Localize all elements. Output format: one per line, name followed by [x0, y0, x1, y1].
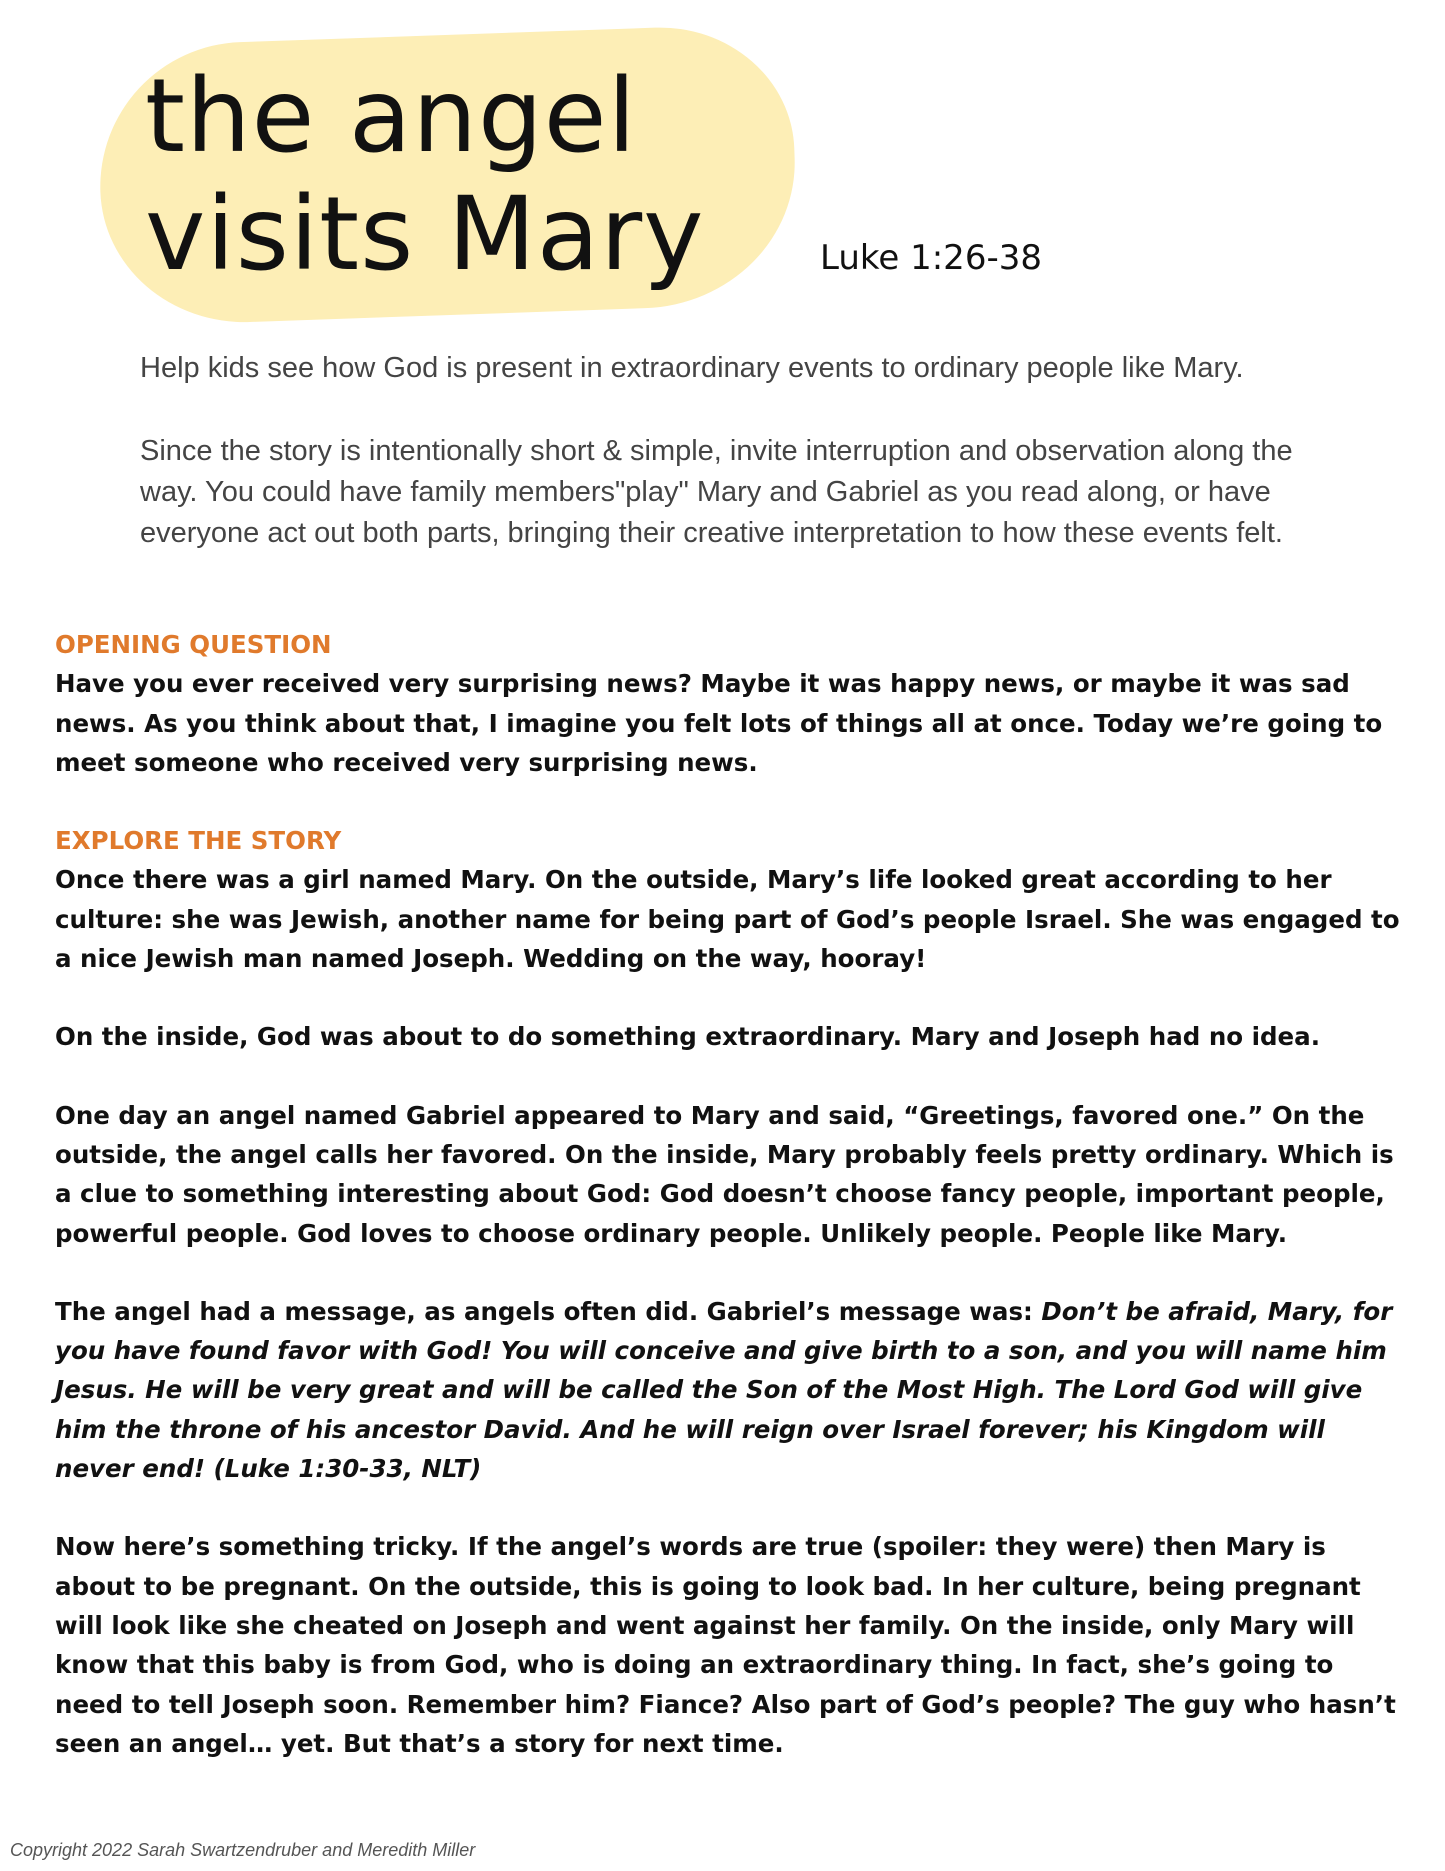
story-paragraph-2: On the inside, God was about to do something extraordinary. Mary and Joseph had no idea. — [55, 1022, 1321, 1052]
story-paragraph-4 — [55, 1292, 1400, 1488]
page-title — [145, 58, 705, 294]
story-paragraph-5: Now here’s something tricky. If the angel’s words are true (spoiler: they were) then Mary is about to be pregnant. On the outside, this is going to look bad. In her culture, being pregnant will look like she cheated on Joseph and went against her family. On the inside, only Mary will know that this baby is from God, who is doing an extraordinary thing. In fact, she’s going to need to tell Joseph soon. Remember him? Fiance? Also part of God’s people? The guy who hasn’t seen an angel… yet. But that’s a story for next time. — [55, 1532, 1396, 1758]
explore-story-heading: EXPLORE THE STORY — [55, 826, 342, 856]
intro-section — [140, 348, 1310, 554]
scripture-reference: Luke 1:26-38 — [820, 238, 1042, 278]
page-title-line-2: visits Mary — [145, 175, 705, 294]
story-paragraph-3: One day an angel named Gabriel appeared to Mary and said, “Greetings, favored one.” On the outside, the angel calls her favored. On the inside, Mary probably feels pretty ordinary. Which is a clue to something interesting about God: God doesn’t choose fancy people, important people, powerful people. God loves to choose ordinary people. Unlikely people. People like Mary. — [55, 1100, 1394, 1248]
page-title-line-1: the angel — [145, 57, 637, 176]
opening-question-text: Have you ever received very surprising news? Maybe it was happy news, or maybe it was sad news. As you think about that, I imagine you felt lots of things all at once. Today we’re going to meet someone who received very surprising news. — [55, 669, 1383, 777]
story-paragraph-4-intro: The angel had a message, as angels often did. Gabriel’s message was: — [55, 1296, 1042, 1326]
intro-paragraph-1: Help kids see how God is present in extraordinary events to ordinary people like Mary. — [140, 352, 1244, 384]
main-content — [55, 625, 1400, 1763]
copyright-notice: Copyright 2022 Sarah Swartzendruber and Meredith Miller — [10, 1840, 476, 1860]
scripture-quote: Don’t be afraid, Mary, for you have found favor with God! You will conceive and give birth to a son, and you will name him Jesus. He will be very great and will be called the Son of the Most High. The Lord God will give him the throne of his ancestor David. And he will reign over Israel forever; his Kingdom will never end! (Luke 1:30-33, NLT) — [55, 1296, 1393, 1484]
intro-paragraph-2: Since the story is intentionally short & simple, invite interruption and observation along the way. You could have family members"play" Mary and Gabriel as you read along, or have everyone act out both parts, bringing their creative interpretation to how these events felt. — [140, 435, 1293, 549]
opening-question-section — [55, 625, 1400, 782]
story-paragraph-1: Once there was a girl named Mary. On the outside, Mary’s life looked great according to her culture: she was Jewish, another name for being part of God’s people Israel. She was engaged to a nice Jewish man named Joseph. Wedding on the way, hooray! — [55, 865, 1400, 974]
explore-story-section — [55, 821, 1400, 1763]
opening-question-heading: OPENING QUESTION — [55, 630, 332, 659]
